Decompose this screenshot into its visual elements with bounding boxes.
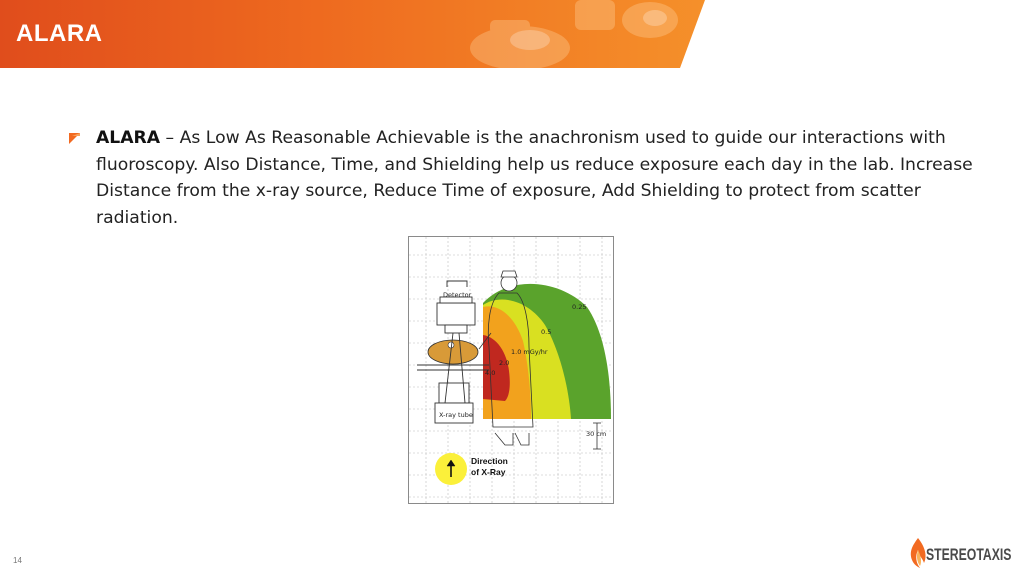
radiation-diagram-graphic — [409, 237, 614, 504]
logo-text: STEREOTAXIS — [926, 545, 1012, 564]
header-background — [0, 0, 1024, 68]
stereotaxis-logo — [906, 536, 1016, 570]
page-title: ALARA — [16, 20, 103, 47]
contour-label-third: 1.0 mGy/hr — [511, 348, 548, 356]
radiation-diagram — [408, 236, 614, 504]
scale-label: 30 cm — [586, 430, 607, 438]
contour-label-second: 0.5 — [541, 328, 552, 336]
bullet-paragraph — [96, 125, 976, 231]
contour-label-inner: 4.0 — [485, 369, 496, 377]
detector-label: Detector — [443, 291, 472, 299]
bullet-term: ALARA — [96, 128, 161, 148]
header-banner — [0, 0, 1024, 68]
page-number: 14 — [13, 556, 22, 565]
contour-label-fourth: 2.0 — [499, 359, 510, 367]
xray-tube-label: X-ray tube — [439, 411, 473, 419]
bullet-arrow-icon — [68, 132, 84, 146]
direction-label: Direction of X-Ray — [471, 456, 508, 477]
contour-label-outer: 0.25 — [572, 303, 587, 311]
bullet-description: – As Low As Reasonable Achievable is the anachronism used to guide our interactions with fluoroscopy. Also Distance, Time, and Shielding help us reduce exposure each day in the lab. Increase Distance from the x-ray source, Reduce Time of exposure, Add Shielding to protect from scatter radiation. — [96, 128, 973, 228]
